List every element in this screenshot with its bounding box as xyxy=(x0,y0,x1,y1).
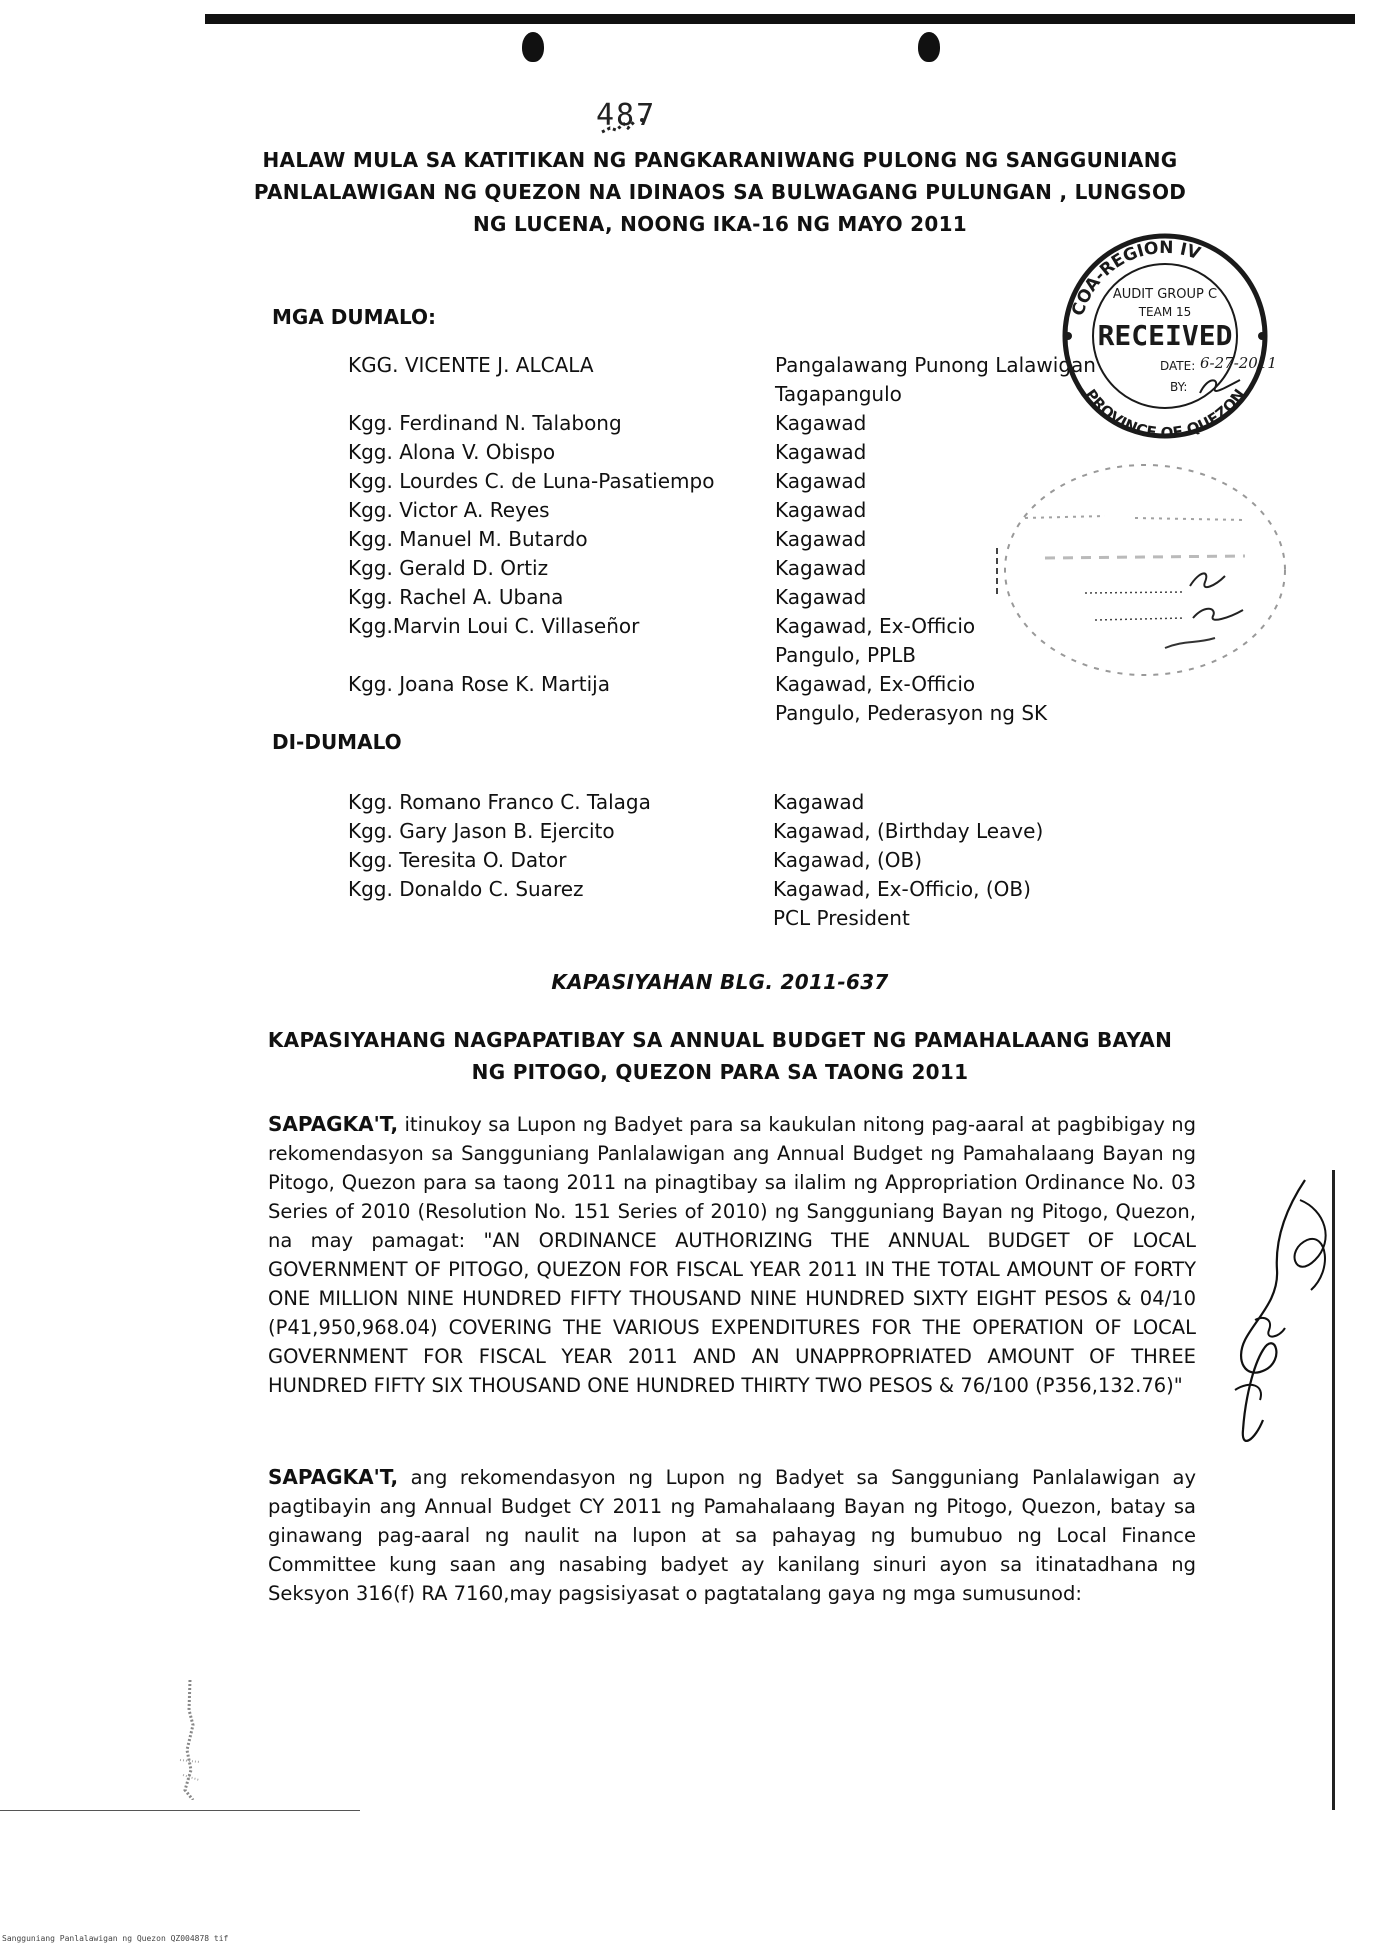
absentee-name: Kgg. Donaldo C. Suarez xyxy=(348,877,584,901)
whereas-paragraph-2 xyxy=(268,1463,1196,1608)
received-stamp xyxy=(1050,228,1280,443)
resolution-title xyxy=(240,1024,1200,1088)
absentee-position-2: PCL President xyxy=(773,906,910,930)
present-label: MGA DUMALO: xyxy=(272,305,437,329)
page-number: 487 xyxy=(596,98,657,133)
stamp-ring-top: COA-REGION IV xyxy=(1068,237,1203,319)
whereas-lead: SAPAGKA'T, xyxy=(268,1112,399,1136)
attendee-name: Kgg.Marvin Loui C. Villaseñor xyxy=(348,614,640,638)
stamp-by-label: BY: xyxy=(1170,380,1188,394)
top-border-line xyxy=(205,14,1355,24)
stamp-line-1: AUDIT GROUP C xyxy=(1112,287,1218,302)
attendee-name: KGG. VICENTE J. ALCALA xyxy=(348,353,594,377)
attendee-position: Kagawad xyxy=(775,411,867,435)
absentee-name: Kgg. Romano Franco C. Talaga xyxy=(348,790,651,814)
attendee-position: Kagawad xyxy=(775,585,867,609)
attendee-position: Kagawad, Ex-Officio xyxy=(775,614,976,638)
heading-line-2: PANLALAWIGAN NG QUEZON NA IDINAOS SA BULWAGANG PULUNGAN , LUNGSOD xyxy=(253,180,1187,204)
bottom-rule xyxy=(0,1810,360,1811)
whereas-lead: SAPAGKA'T, xyxy=(268,1465,399,1489)
attendee-position: Kagawad xyxy=(775,469,867,493)
attendee-name: Kgg. Alona V. Obispo xyxy=(348,440,556,464)
attendee-position-2: Pangulo, PPLB xyxy=(775,643,916,667)
minutes-heading xyxy=(240,144,1200,240)
absent-label: DI-DUMALO xyxy=(272,730,402,754)
attendee-position: Kagawad xyxy=(775,527,867,551)
attendee-name: Kgg. Lourdes C. de Luna-Pasatiempo xyxy=(348,469,715,493)
resolution-title-line-1: KAPASIYAHANG NAGPAPATIBAY SA ANNUAL BUDGET NG PAMAHALAANG BAYAN xyxy=(267,1028,1173,1052)
heading-line-3: NG LUCENA, NOONG IKA-16 NG MAYO 2011 xyxy=(472,212,968,236)
attendee-position: Pangalawang Punong Lalawigan xyxy=(775,353,1096,377)
resolution-title-line-2: NG PITOGO, QUEZON PARA SA TAONG 2011 xyxy=(471,1060,969,1084)
absentee-name: Kgg. Gary Jason B. Ejercito xyxy=(348,819,615,843)
absentee-position: Kagawad xyxy=(773,790,865,814)
stamp-ring-bottom: PROVINCE OF QUEZON xyxy=(1081,385,1249,443)
attendee-position-2: Pangulo, Pederasyon ng SK xyxy=(775,701,1048,725)
attendee-position: Kagawad xyxy=(775,498,867,522)
resolution-number: KAPASIYAHAN BLG. 2011-637 xyxy=(551,970,889,994)
attendee-position: Kagawad xyxy=(775,440,867,464)
attendee-name: Kgg. Victor A. Reyes xyxy=(348,498,550,522)
absentee-name: Kgg. Teresita O. Dator xyxy=(348,848,567,872)
attendee-name: Kgg. Joana Rose K. Martija xyxy=(348,672,610,696)
svg-text:PROVINCE OF QUEZON xyxy=(1081,386,1248,442)
stamp-date-value: 6-27-2011 xyxy=(1200,354,1277,372)
margin-signature-icon xyxy=(1215,1170,1345,1460)
attendee-name: Kgg. Rachel A. Ubana xyxy=(348,585,564,609)
whereas-text: itinukoy sa Lupon ng Badyet para sa kaukulan nitong pag-aaral at pagbibigay ng rekomendasyon sa Sangguniang Panlalawigan ang Annual Budget ng Pamahalaang Bayan ng Pitogo, Quezon para sa taong 2011 na pinagtibay sa ilalim ng Appropriation Ordinance No. 03 Series of 2010 (Resolution No. 151 Series of 2010) ng Sangguniang Bayan ng Pitogo, Quezon, na may pamagat: "AN ORDINANCE AUTHORIZING THE ANNUAL BUDGET OF LOCAL GOVERNMENT OF PITOGO, QUEZON FOR FISCAL YEAR 2011 IN THE TOTAL AMOUNT OF FORTY ONE MILLION NINE HUNDRED FIFTY THOUSAND NINE HUNDRED SIXTY EIGHT PESOS & 04/10 (P41,950,968.04) COVERING THE VARIOUS EXPENDITURES FOR THE OPERATION OF LOCAL GOVERNMENT FOR FISCAL YEAR 2011 AND AN UNAPPROPRIATED AMOUNT OF THREE HUNDRED FIFTY SIX THOUSAND ONE HUNDRED THIRTY TWO PESOS & 76/100 (P356,132.76)" xyxy=(268,1113,1197,1397)
attendee-name: Kgg. Manuel M. Butardo xyxy=(348,527,588,551)
absentee-position: Kagawad, Ex-Officio, (OB) xyxy=(773,877,1031,901)
stamp-line-2: TEAM 15 xyxy=(1138,305,1192,319)
absentee-position: Kagawad, (OB) xyxy=(773,848,923,872)
absentee-position: Kagawad, (Birthday Leave) xyxy=(773,819,1044,843)
attendee-position: Kagawad xyxy=(775,556,867,580)
faded-stamp xyxy=(985,458,1290,683)
attendee-name: Kgg. Gerald D. Ortiz xyxy=(348,556,549,580)
scan-noise xyxy=(175,1680,205,1800)
footer-caption: Sangguniang Panlalawigan ng Quezon QZ004878 tif xyxy=(2,1934,229,1943)
attendee-position: Kagawad, Ex-Officio xyxy=(775,672,976,696)
whereas-text: ang rekomendasyon ng Lupon ng Badyet sa Sangguniang Panlalawigan ay pagtibayin ang Annual Budget CY 2011 ng Pamahalaang Bayan ng Pitogo, Quezon, batay sa ginawang pag-aaral ng naulit na lupon at sa pahayag ng bumubuo ng Local Finance Committee kung saan ang nasabing badyet ay kanilang sinuri ayon sa itinatadhana ng Seksyon 316(f) RA 7160,may pagsisiyasat o pagtatalang gaya ng mga sumusunod: xyxy=(268,1466,1196,1605)
attendee-position-2: Tagapangulo xyxy=(775,382,902,406)
attendee-name: Kgg. Ferdinand N. Talabong xyxy=(348,411,622,435)
stamp-date-label: DATE: xyxy=(1160,359,1196,373)
stamp-main-text: RECEIVED xyxy=(1097,319,1233,352)
punch-hole-right xyxy=(918,32,940,62)
whereas-paragraph-1 xyxy=(268,1110,1196,1400)
punch-hole-left xyxy=(522,32,544,62)
heading-line-1: HALAW MULA SA KATITIKAN NG PANGKARANIWANG PULONG NG SANGGUNIANG xyxy=(262,148,1178,172)
